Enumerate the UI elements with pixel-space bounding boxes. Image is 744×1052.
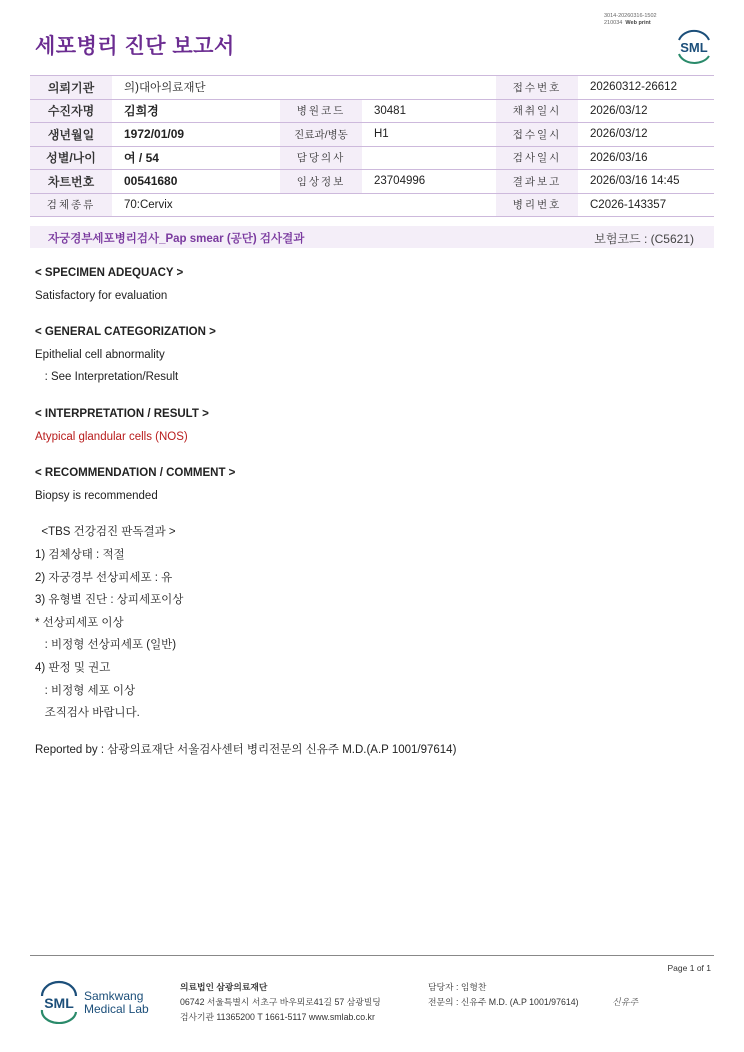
section-heading-category: < GENERAL CATEGORIZATION >: [35, 326, 216, 339]
category-sub: : See Interpretation/Result: [35, 371, 179, 384]
value-doctor: [362, 146, 496, 170]
sml-logo-icon: [673, 26, 715, 66]
interpretation-text: Atypical glandular cells (NOS): [35, 430, 188, 443]
exam-header-bar: [30, 226, 714, 248]
tbs-line: 1) 검체상태 : 적절: [35, 548, 125, 561]
table-row: [30, 170, 714, 194]
label-specimen-type: 검체종류: [30, 193, 112, 217]
label-collection-date: 채취일시: [496, 99, 578, 123]
sml-footer-logo-icon: [37, 980, 81, 1024]
label-doctor: 담당의사: [280, 146, 362, 170]
label-pathology-no: 병리번호: [496, 193, 578, 217]
brand-line1: Samkwang: [84, 989, 144, 1003]
value-chart-no: 00541680: [112, 170, 280, 194]
label-sex-age: 성별/나이: [30, 146, 112, 170]
value-received-date: 2026/03/12: [578, 123, 714, 147]
print-code-line2: 210034: [604, 20, 623, 26]
tbs-line: 3) 유형별 진단 : 상피세포이상: [35, 594, 184, 607]
value-department: H1: [362, 123, 496, 147]
value-hospital-code: 30481: [362, 99, 496, 123]
label-received-date: 접수일시: [496, 123, 578, 147]
value-collection-date: 2026/03/12: [578, 99, 714, 123]
empty-cell: [280, 193, 362, 217]
adequacy-text: Satisfactory for evaluation: [35, 289, 168, 302]
print-code-line1: 3014-20260316-1502: [604, 13, 657, 19]
label-report-date: 결과보고: [496, 170, 578, 194]
org-contact: 검사기관 11365200 T 1661-5117 www.smlab.co.kr: [180, 1012, 375, 1022]
tbs-line: 조직검사 바랍니다.: [35, 707, 140, 720]
label-birth-date: 생년월일: [30, 123, 112, 147]
empty-cell: [280, 76, 362, 100]
empty-cell: [362, 76, 496, 100]
value-birth-date: 1972/01/09: [112, 123, 280, 147]
label-department: 진료과/병동: [280, 123, 362, 147]
report-title: 세포병리 진단 보고서: [35, 35, 235, 58]
footer-divider: [30, 955, 714, 956]
staff-manager: 담당자 : 임형찬: [428, 982, 487, 992]
brand-name: [84, 990, 149, 1016]
label-test-date: 검사일시: [496, 146, 578, 170]
table-row: [30, 99, 714, 123]
tbs-heading: <TBS 건강검진 판독결과 >: [35, 526, 176, 539]
staff-info: [428, 980, 579, 1010]
table-row: [30, 193, 714, 217]
insurance-code: 보험코드 : (C5621): [594, 232, 694, 246]
value-pathology-no: C2026-143357: [578, 193, 714, 217]
recommendation-text: Biopsy is recommended: [35, 489, 158, 502]
label-clinical-info: 임상정보: [280, 170, 362, 194]
table-row: [30, 123, 714, 147]
label-hospital-code: 병원코드: [280, 99, 362, 123]
value-sex-age: 여 / 54: [112, 146, 280, 170]
label-chart-no: 차트번호: [30, 170, 112, 194]
sml-footer-logo-text: SML: [44, 995, 74, 1011]
brand-line2: Medical Lab: [84, 1002, 149, 1016]
value-clinical-info: 23704996: [362, 170, 496, 194]
patient-info-table: [30, 75, 714, 217]
section-heading-recommendation: < RECOMMENDATION / COMMENT >: [35, 467, 236, 480]
staff-specialist: 전문의 : 신유주 M.D. (A.P 1001/97614): [428, 997, 579, 1007]
value-patient-name: 김희경: [112, 99, 280, 123]
value-accession-no: 20260312-26612: [578, 76, 714, 100]
print-code: [604, 13, 657, 27]
tbs-line: 2) 자궁경부 선상피세포 : 유: [35, 571, 173, 584]
label-requesting-org: 의뢰기관: [30, 76, 112, 100]
empty-cell: [362, 193, 496, 217]
tbs-line: * 선상피세포 이상: [35, 616, 124, 629]
page-number: Page 1 of 1: [667, 963, 711, 973]
table-row: [30, 76, 714, 100]
value-report-date: 2026/03/16 14:45: [578, 170, 714, 194]
signature: 신유주: [612, 997, 639, 1007]
table-row: [30, 146, 714, 170]
label-accession-no: 접수번호: [496, 76, 578, 100]
section-heading-adequacy: < SPECIMEN ADEQUACY >: [35, 267, 184, 279]
category-text: Epithelial cell abnormality: [35, 348, 165, 361]
sml-logo-text: SML: [680, 40, 708, 55]
org-name: 의료법인 삼광의료재단: [180, 982, 268, 992]
value-test-date: 2026/03/16: [578, 146, 714, 170]
organization-info: [180, 980, 381, 1025]
value-specimen-type: 70:Cervix: [112, 193, 280, 217]
tbs-line: : 비정형 세포 이상: [35, 684, 136, 697]
tbs-line: : 비정형 선상피세포 (일반): [35, 639, 177, 652]
reported-by: Reported by : 삼광의료재단 서울검사센터 병리전문의 신유주 M.D.(A.P 1001/97614): [35, 743, 457, 756]
section-heading-interpretation: < INTERPRETATION / RESULT >: [35, 407, 209, 420]
org-address: 06742 서울특별시 서초구 바우뫼로41길 57 삼광빌딩: [180, 997, 381, 1007]
exam-name: 자궁경부세포병리검사_Pap smear (공단) 검사결과: [48, 233, 305, 245]
label-patient-name: 수진자명: [30, 99, 112, 123]
tbs-line: 4) 판정 및 권고: [35, 661, 111, 674]
value-requesting-org: 의)대아의료재단: [112, 76, 280, 100]
web-print-label: Web print: [625, 20, 651, 26]
report-body: [35, 262, 705, 761]
